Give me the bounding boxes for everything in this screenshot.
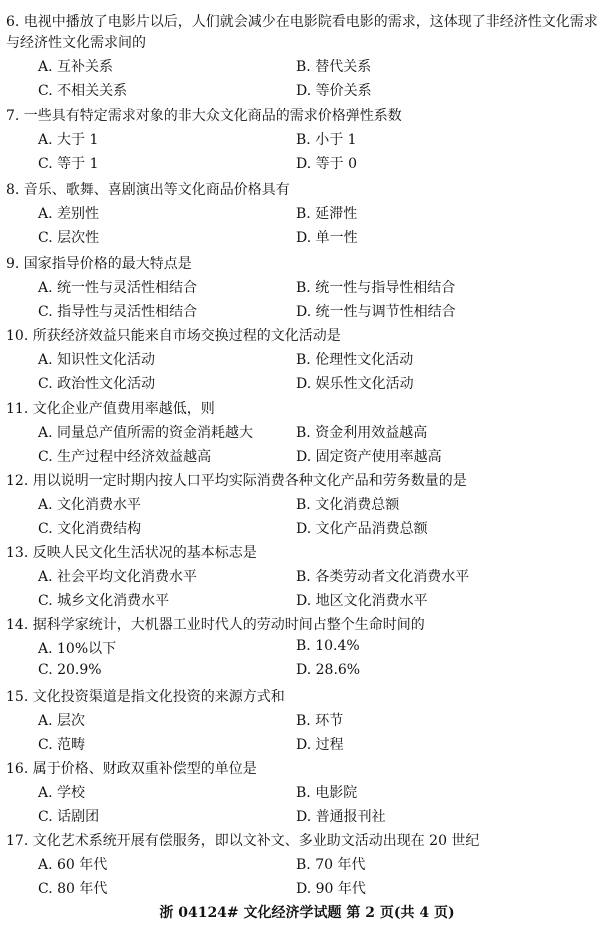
option-d: D. 地区文化消费水平 [296,593,428,609]
options-row [6,127,606,151]
option-d: D. 文化产品消费总额 [296,521,428,537]
option-d: D. 固定资产使用率越高 [296,449,442,465]
question-15 [6,687,606,756]
question-17 [6,831,606,900]
option-d: D. 娱乐性文化活动 [296,376,414,392]
question-stem: 9. 国家指导价格的最大特点是 [6,256,192,272]
question-14 [6,615,606,684]
question-stem: 12. 用以说明一定时期内按人口平均实际消费各种文化产品和劳务数量的是 [6,473,467,489]
question-8 [6,180,606,249]
option-a: A. 学校 [38,785,86,801]
option-c: C. 政治性文化活动 [38,376,156,392]
option-c: C. 不相关关系 [38,83,128,99]
option-a: A. 10%以下 [38,641,117,657]
options-row [6,299,606,323]
option-b: B. 统一性与指导性相结合 [296,280,456,296]
options-row [6,492,606,516]
option-d: D. 28.6% [296,662,361,678]
option-a: A. 社会平均文化消费水平 [38,569,198,585]
options-row [6,708,606,732]
options-row [6,636,606,660]
option-b: B. 文化消费总额 [296,497,400,513]
option-a: A. 统一性与灵活性相结合 [38,280,198,296]
option-c: C. 20.9% [38,662,102,678]
option-a: A. 大于 1 [38,132,99,148]
question-16 [6,759,606,828]
option-b: B. 延滞性 [296,206,358,222]
options-row [6,201,606,225]
question-stem: 13. 反映人民文化生活状况的基本标志是 [6,545,257,561]
options-row [6,347,606,371]
option-d: D. 90 年代 [296,881,366,897]
option-b: B. 环节 [296,713,344,729]
options-row [6,516,606,540]
option-b: B. 各类劳动者文化消费水平 [296,569,470,585]
option-c: C. 范畴 [38,737,86,753]
option-c: C. 层次性 [38,230,100,246]
options-row [6,564,606,588]
options-row [6,371,606,395]
option-c: C. 文化消费结构 [38,521,142,537]
option-c: C. 生产过程中经济效益越高 [38,449,212,465]
option-c: C. 80 年代 [38,881,108,897]
option-c: C. 话剧团 [38,809,100,825]
option-a: A. 差别性 [38,206,100,222]
options-row [6,780,606,804]
question-stem: 16. 属于价格、财政双重补偿型的单位是 [6,761,257,777]
option-b: B. 资金利用效益越高 [296,425,428,441]
option-b: B. 电影院 [296,785,358,801]
question-stem: 14. 据科学家统计，大机器工业时代人的劳动时间占整个生命时间的 [6,617,425,633]
question-stem: 17. 文化艺术系统开展有偿服务，即以文补文、多业助文活动出现在 20 世纪 [6,833,480,849]
option-d: D. 普通报刊社 [296,809,386,825]
options-row [6,876,606,900]
options-row [6,852,606,876]
option-c: C. 指导性与灵活性相结合 [38,304,198,320]
question-stem: 6. 电视中播放了电影片以后，人们就会减少在电影院看电影的需求，这体现了非经济性文化需求与经济性文化需求间的 [6,14,598,51]
page-footer: 浙 04124# 文化经济学试题 第 2 页(共 4 页) [159,905,455,921]
options-row [6,78,606,102]
option-b: B. 10.4% [296,638,360,654]
option-b: B. 70 年代 [296,857,366,873]
option-a: A. 知识性文化活动 [38,352,156,368]
option-d: D. 等价关系 [296,83,372,99]
options-row [6,54,606,78]
question-stem: 7. 一些具有特定需求对象的非大众文化商品的需求价格弹性系数 [6,108,402,124]
option-a: A. 60 年代 [38,857,108,873]
question-11 [6,399,606,468]
option-b: B. 小于 1 [296,132,357,148]
options-row [6,588,606,612]
question-7 [6,106,606,175]
option-d: D. 过程 [296,737,344,753]
option-a: A. 互补关系 [38,59,114,75]
question-12 [6,471,606,540]
options-row [6,275,606,299]
option-c: C. 等于 1 [38,156,99,172]
option-b: B. 替代关系 [296,59,372,75]
question-6 [6,12,606,102]
question-13 [6,543,606,612]
options-row [6,225,606,249]
option-b: B. 伦理性文化活动 [296,352,414,368]
option-c: C. 城乡文化消费水平 [38,593,170,609]
options-row [6,732,606,756]
option-d: D. 等于 0 [296,156,357,172]
question-9 [6,254,606,323]
options-row [6,444,606,468]
option-a: A. 同量总产值所需的资金消耗越大 [38,425,254,441]
options-row [6,151,606,175]
question-10 [6,326,606,395]
option-d: D. 统一性与调节性相结合 [296,304,456,320]
options-row [6,660,606,684]
option-d: D. 单一性 [296,230,358,246]
question-stem: 10. 所获经济效益只能来自市场交换过程的文化活动是 [6,328,341,344]
option-a: A. 层次 [38,713,86,729]
options-row [6,420,606,444]
option-a: A. 文化消费水平 [38,497,142,513]
options-row [6,804,606,828]
question-stem: 15. 文化投资渠道是指文化投资的来源方式和 [6,689,285,705]
question-stem: 11. 文化企业产值费用率越低，则 [6,401,215,417]
question-stem: 8. 音乐、歌舞、喜剧演出等文化商品价格具有 [6,182,290,198]
